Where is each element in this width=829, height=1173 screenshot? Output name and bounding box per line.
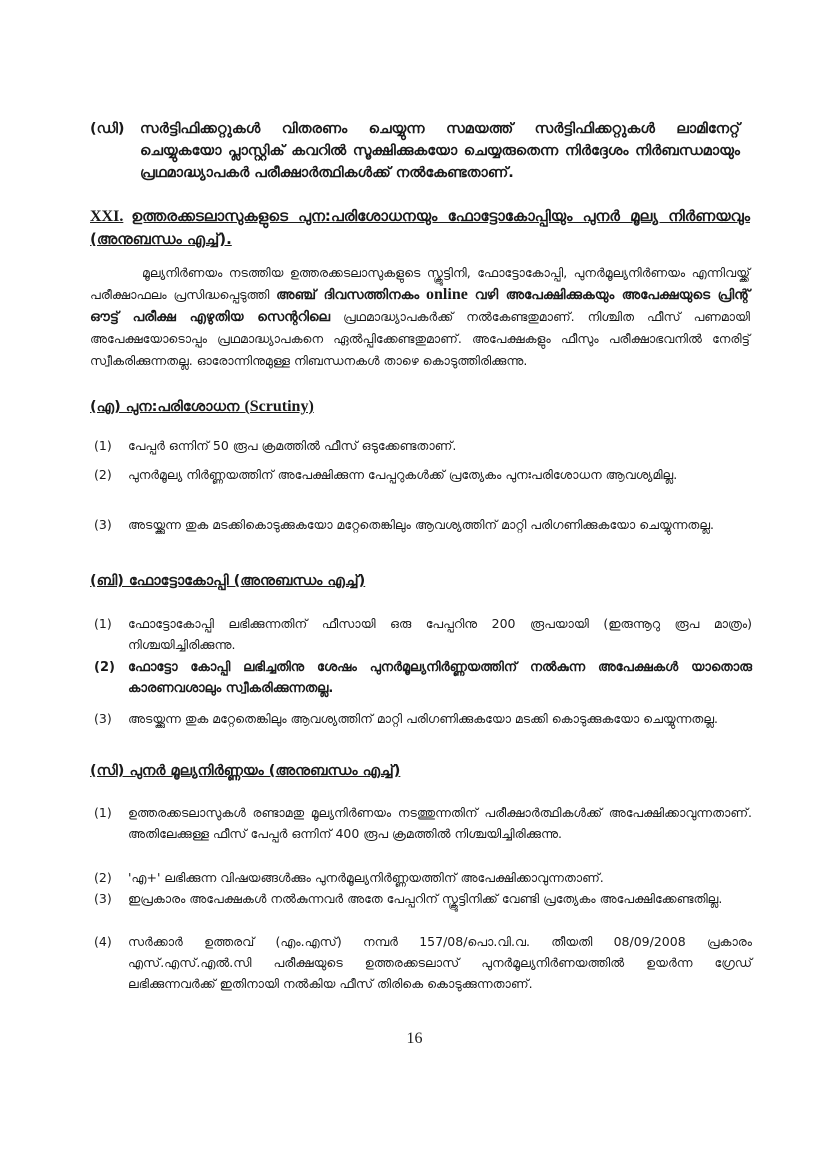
- section-heading: [90, 205, 750, 250]
- item-number: (4): [94, 934, 112, 949]
- item-number: (2): [94, 467, 112, 482]
- body-paragraph: [90, 262, 750, 372]
- intro-item-d: [90, 118, 740, 184]
- paragraph-part2: പ്രഥമാദ്ധ്യാപകർക്ക് നൽകേണ്ടതുമാണ്. നിശ്ചിത ഫീസ് പണമായി അപേക്ഷയോടൊപ്പം പ്രഥമാദ്ധ്യാപകനെ ഏൽപ്പിക്കേണ്ടതുമാണ്. അപേക്ഷകളും ഫീസും പരീക്ഷാഭവനിൽ നേരിട്ട് സ്വീകരിക്കുന്നതല്ല. ഓരോന്നിനുമുള്ള നിബന്ധനകൾ താഴെ കൊടുത്തിരിക്കുന്നു.: [90, 309, 750, 368]
- item-text: ഫോട്ടോ കോപ്പി ലഭിച്ചതിനു ശേഷം പുനർമൂല്യനിർണ്ണയത്തിന് നൽകുന്ന അപേക്ഷകൾ യാതൊരു കാരണവശാലും സ്വീകരിക്കുന്നതല്ല.: [128, 660, 752, 696]
- paragraph-bold1: അഞ്ച് ദിവസത്തിനകം: [276, 287, 420, 303]
- item-text: അടയ്ക്കുന്ന തുക മറ്റേതെങ്കിലും ആവശ്യത്തിന് മാറ്റി പരിഗണിക്കുകയോ മടക്കി കൊടുക്കുകയോ ചെയ്യുന്നതല്ല.: [128, 711, 718, 726]
- item-text: ഉത്തരക്കടലാസുകൾ രണ്ടാമതു മൂല്യനിർണയം നടത്തുന്നതിന് പരീക്ഷാർത്ഥികൾക്ക് അപേക്ഷിക്കാവുന്നതാണ്. അതിലേക്കുള്ള ഫീസ് പേപ്പർ ഒന്നിന് 400 രൂപ ക്രമത്തിൽ നിശ്ചയിച്ചിരിക്കുന്നു.: [128, 805, 752, 841]
- item-number: (3): [94, 517, 112, 532]
- paragraph-online: online: [426, 286, 468, 303]
- subsection-c-heading: [90, 763, 750, 779]
- item-number: (1): [94, 616, 112, 631]
- item-number: (1): [94, 438, 112, 453]
- item-text: പുനർമൂല്യ നിർണ്ണയത്തിന് അപേക്ഷിക്കുന്ന പേപ്പറുകൾക്ക് പ്രത്യേകം പുനഃപരിശോധന ആവശ്യമില്ല.: [128, 467, 678, 482]
- subsection-a-heading-en: (Scrutiny): [244, 398, 314, 415]
- page-number: 16: [406, 1030, 423, 1047]
- item-text: ഇപ്രകാരം അപേക്ഷകൾ നൽകുന്നവർ അതേ പേപ്പറിന് സ്ക്രൂട്ടിനിക്ക് വേണ്ടി പ്രത്യേകം അപേക്ഷിക്കേണ്ടതില്ല.: [128, 891, 723, 906]
- item-text: 'എ+' ലഭിക്കുന്ന വിഷയങ്ങൾക്കും പുനർമൂല്യനിർണ്ണയത്തിന് അപേക്ഷിക്കാവുന്നതാണ്.: [128, 870, 604, 885]
- item-text: അടയ്ക്കുന്ന തുക മടക്കികൊടുക്കുകയോ മറ്റേതെങ്കിലും ആവശ്യത്തിന് മാറ്റി പരിഗണിക്കുകയോ ചെയ്യുന്നതല്ല.: [128, 517, 715, 532]
- item-text: സർക്കാർ ഉത്തരവ് (എം.എസ്) നമ്പർ 157/08/പൊ.വി.വ. തീയതി 08/09/2008 പ്രകാരം എസ്.എസ്.എൽ.സി പരീക്ഷയുടെ ഉത്തരക്കടലാസ് പുനർമൂല്യനിർണയത്തിൽ ഉയർന്ന ഗ്രേഡ് ലഭിക്കുന്നവർക്ക് ഇതിനായി നൽകിയ ഫീസ് തിരികെ കൊടുക്കുന്നതാണ്.: [128, 934, 752, 991]
- list-item: [90, 464, 752, 485]
- item-number: (1): [94, 805, 112, 820]
- item-text: ഫോട്ടോകോപ്പി ലഭിക്കുന്നതിന് ഫീസായി ഒരു പേപ്പറിനു 200 രൂപയായി (ഇരുന്നൂറു രൂപ മാത്രം) നിശ്ചയിച്ചിരിക്കുന്നു.: [128, 616, 752, 652]
- list-item: [90, 657, 752, 699]
- list-item: [90, 708, 752, 729]
- intro-label: (ഡി): [90, 121, 125, 137]
- section-number: XXI.: [90, 208, 124, 225]
- item-number: (2): [94, 870, 112, 885]
- list-item: [90, 888, 752, 909]
- subsection-b-heading-text: (ബി) ഫോട്ടോകോപ്പി (അനുബന്ധം എച്ച്): [90, 573, 366, 589]
- list-item: [90, 867, 752, 888]
- subsection-a-heading: [90, 398, 750, 416]
- subsection-a-heading-text: (എ) പുന:പരിശോധന: [90, 399, 240, 415]
- subsection-b-heading: [90, 573, 750, 589]
- intro-text: സർട്ടിഫിക്കറ്റുകൾ വിതരണം ചെയ്യുന്ന സമയത്ത് സർട്ടിഫിക്കറ്റുകൾ ലാമിനേറ്റ് ചെയ്യുകയോ പ്ലാസ്റ്റിക് കവറിൽ സൂക്ഷിക്കുകയോ ചെയ്യരുതെന്ന നിർദ്ദേശം നിർബന്ധമായും പ്രഥമാദ്ധ്യാപകർ പരീക്ഷാർത്ഥികൾക്ക് നൽകേണ്ടതാണ്.: [140, 121, 740, 181]
- item-number: (3): [94, 891, 112, 906]
- item-text: പേപ്പർ ഒന്നിന് 50 രൂപ ക്രമത്തിൽ ഫീസ് ഒടുക്കേണ്ടതാണ്.: [128, 438, 457, 453]
- list-item: [90, 931, 752, 994]
- paragraph-part1: മൂല്യനിർണയം നടത്തിയ ഉത്തരക്കടലാസുകളുടെ സ്ക്രൂട്ടിനി, ഫോട്ടോകോപ്പി, പുനർമൂല്യനിർണയം എന്നിവയ്ക്ക് പരീക്ഷാഫലം പ്രസിദ്ധപ്പെടുത്തി: [90, 265, 750, 302]
- paragraph-bold2: വഴി അപേക്ഷിക്കുകയും അപേക്ഷയുടെ പ്രിന്റ് ഔട്ട് പരീക്ഷ എഴുതിയ സെന്ററിലെ: [90, 287, 751, 325]
- item-number: (3): [94, 711, 112, 726]
- section-title: ഉത്തരക്കടലാസുകളുടെ പുന:പരിശോധനയും ഫോട്ടോകോപ്പിയും പുനർ മൂല്യ നിർണയവും (അനുബന്ധം എച്ച്).: [90, 207, 750, 248]
- list-item: [90, 435, 752, 456]
- list-item: [90, 802, 752, 844]
- list-item: [90, 514, 752, 535]
- list-item: [90, 613, 752, 655]
- subsection-c-heading-text: (സി) പുനർ മൂല്യനിർണ്ണയം (അനുബന്ധം എച്ച്): [90, 763, 401, 779]
- item-number: (2): [94, 660, 115, 675]
